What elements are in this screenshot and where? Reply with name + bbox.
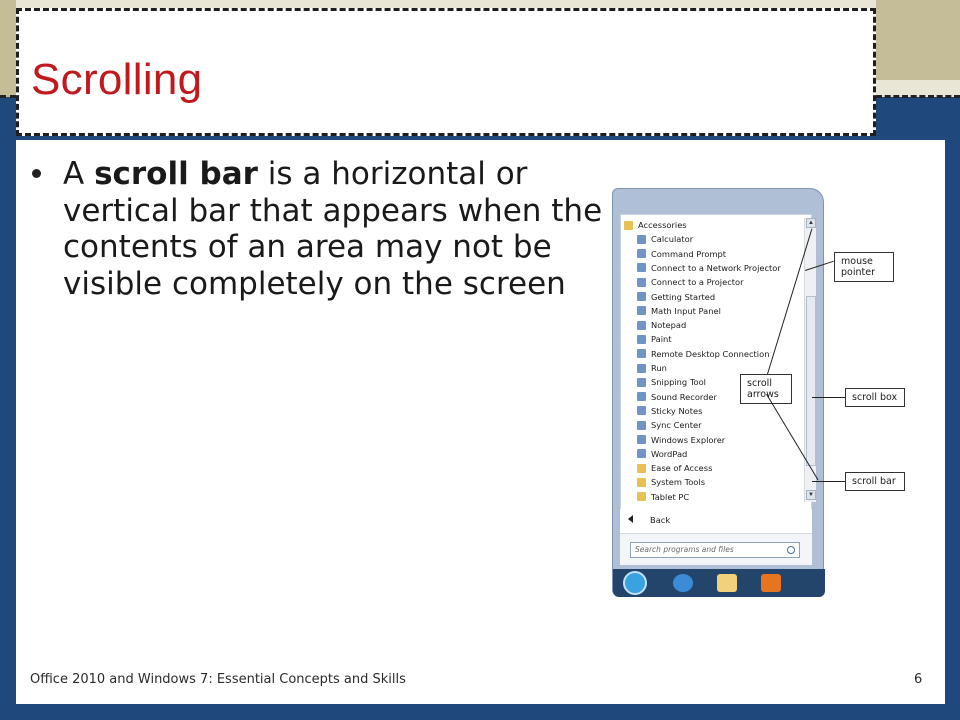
scroll-up-arrow-icon[interactable]: ▲: [806, 218, 816, 228]
top-accent-left: [0, 0, 16, 97]
start-menu-item-label: WordPad: [651, 448, 688, 459]
title-box: [16, 8, 876, 136]
scroll-down-arrow-icon[interactable]: ▼: [806, 490, 816, 500]
folder-icon: [637, 464, 646, 473]
back-label: Back: [650, 515, 671, 525]
program-list: [620, 214, 812, 510]
start-menu-item[interactable]: [637, 247, 726, 261]
start-menu-item-label: System Tools: [651, 477, 706, 488]
folder-icon: [637, 478, 646, 487]
start-menu-item-label: Remote Desktop Connection: [651, 348, 770, 359]
start-menu-item[interactable]: [637, 447, 687, 461]
start-menu-item[interactable]: [624, 218, 687, 232]
bullet-rest: is a horizontal or vertical bar that appears when the contents of an area may not be visible completely on the screen: [63, 156, 603, 302]
start-menu-item-label: Notepad: [651, 320, 687, 331]
start-menu-item[interactable]: [637, 261, 781, 275]
calculator-icon: [637, 235, 646, 244]
leader-line-scroll-bar: [812, 481, 845, 482]
start-menu-figure: [612, 184, 912, 596]
bullet-prefix: A: [63, 156, 95, 192]
start-menu-item-label: Sync Center: [651, 420, 702, 431]
callout-scroll-box: scroll box: [845, 388, 905, 407]
run-icon: [637, 364, 646, 373]
page-number: 6: [914, 672, 923, 687]
back-arrow-icon: [628, 515, 633, 523]
callout-mouse-pointer: mouse pointer: [834, 252, 894, 282]
bullet-item: [63, 156, 603, 302]
windows-explorer-icon[interactable]: [717, 574, 737, 592]
start-menu-item-label: Paint: [651, 334, 672, 345]
back-button[interactable]: [620, 509, 812, 533]
sync-center-icon: [637, 421, 646, 430]
start-menu-item-label: Sticky Notes: [651, 405, 703, 416]
start-menu-item-label: Calculator: [651, 234, 694, 245]
dashed-divider-right: [876, 95, 960, 98]
start-menu-item-label: Getting Started: [651, 291, 716, 302]
start-menu-item[interactable]: [637, 275, 744, 289]
footer-text: Office 2010 and Windows 7: Essential Concepts and Skills: [30, 672, 406, 687]
media-player-icon[interactable]: [761, 574, 781, 592]
paint-icon: [637, 335, 646, 344]
start-menu-item[interactable]: [637, 304, 721, 318]
callout-scroll-bar: scroll bar: [845, 472, 905, 491]
start-menu-item[interactable]: [637, 433, 725, 447]
search-icon[interactable]: [787, 546, 795, 554]
start-menu-item[interactable]: [637, 290, 715, 304]
folder-icon: [624, 221, 633, 230]
search-panel: [620, 533, 812, 565]
bullet-dot-icon: [32, 169, 41, 178]
notepad-icon: [637, 321, 646, 330]
windows-explorer-icon: [637, 435, 646, 444]
start-menu-item[interactable]: [637, 390, 717, 404]
start-menu-item-label: Connect to a Network Projector: [651, 262, 781, 273]
leader-line-scroll-box: [812, 397, 845, 398]
top-accent-right: [876, 0, 960, 80]
folder-icon: [637, 492, 646, 501]
start-menu-item[interactable]: [637, 475, 705, 489]
getting-started-icon: [637, 292, 646, 301]
start-menu-item-label: Snipping Tool: [651, 377, 706, 388]
math-input-icon: [637, 306, 646, 315]
taskbar: [613, 569, 825, 597]
start-menu-item[interactable]: [637, 347, 769, 361]
start-menu-item-label: Connect to a Projector: [651, 277, 744, 288]
start-menu-item[interactable]: [637, 361, 667, 375]
search-placeholder: Search programs and files: [635, 545, 734, 554]
projector-icon: [637, 278, 646, 287]
internet-explorer-icon[interactable]: [673, 574, 693, 592]
start-orb-icon[interactable]: [623, 571, 647, 595]
bullet-term: scroll bar: [94, 156, 258, 192]
start-menu-item-label: Tablet PC: [651, 491, 690, 502]
start-menu-item-label: Math Input Panel: [651, 305, 721, 316]
start-menu-item[interactable]: [637, 418, 702, 432]
start-menu-item-label: Windows Explorer: [651, 434, 726, 445]
start-menu-item[interactable]: [637, 404, 702, 418]
wordpad-icon: [637, 449, 646, 458]
snipping-tool-icon: [637, 378, 646, 387]
scroll-box[interactable]: [806, 296, 816, 466]
remote-desktop-icon: [637, 349, 646, 358]
start-menu-item[interactable]: [637, 332, 672, 346]
start-menu-item[interactable]: [637, 375, 706, 389]
start-menu-item[interactable]: [637, 232, 693, 246]
start-menu-item[interactable]: [637, 490, 689, 504]
start-menu-window: [612, 188, 824, 596]
dashed-divider-left: [0, 95, 16, 98]
start-menu-item[interactable]: [637, 318, 686, 332]
sound-recorder-icon: [637, 392, 646, 401]
network-projector-icon: [637, 263, 646, 272]
start-menu-item-label: Command Prompt: [651, 248, 727, 259]
sticky-notes-icon: [637, 406, 646, 415]
start-menu-item-label: Run: [651, 363, 667, 373]
start-menu-item-label: Sound Recorder: [651, 391, 717, 402]
search-input[interactable]: [630, 542, 800, 558]
start-menu-item-label: Ease of Access: [651, 463, 713, 474]
start-menu-item-label: Accessories: [638, 220, 687, 230]
command-prompt-icon: [637, 249, 646, 258]
slide-title: Scrolling: [31, 55, 203, 104]
callout-scroll-arrows: scroll arrows: [740, 374, 792, 404]
start-menu-item[interactable]: [637, 461, 712, 475]
